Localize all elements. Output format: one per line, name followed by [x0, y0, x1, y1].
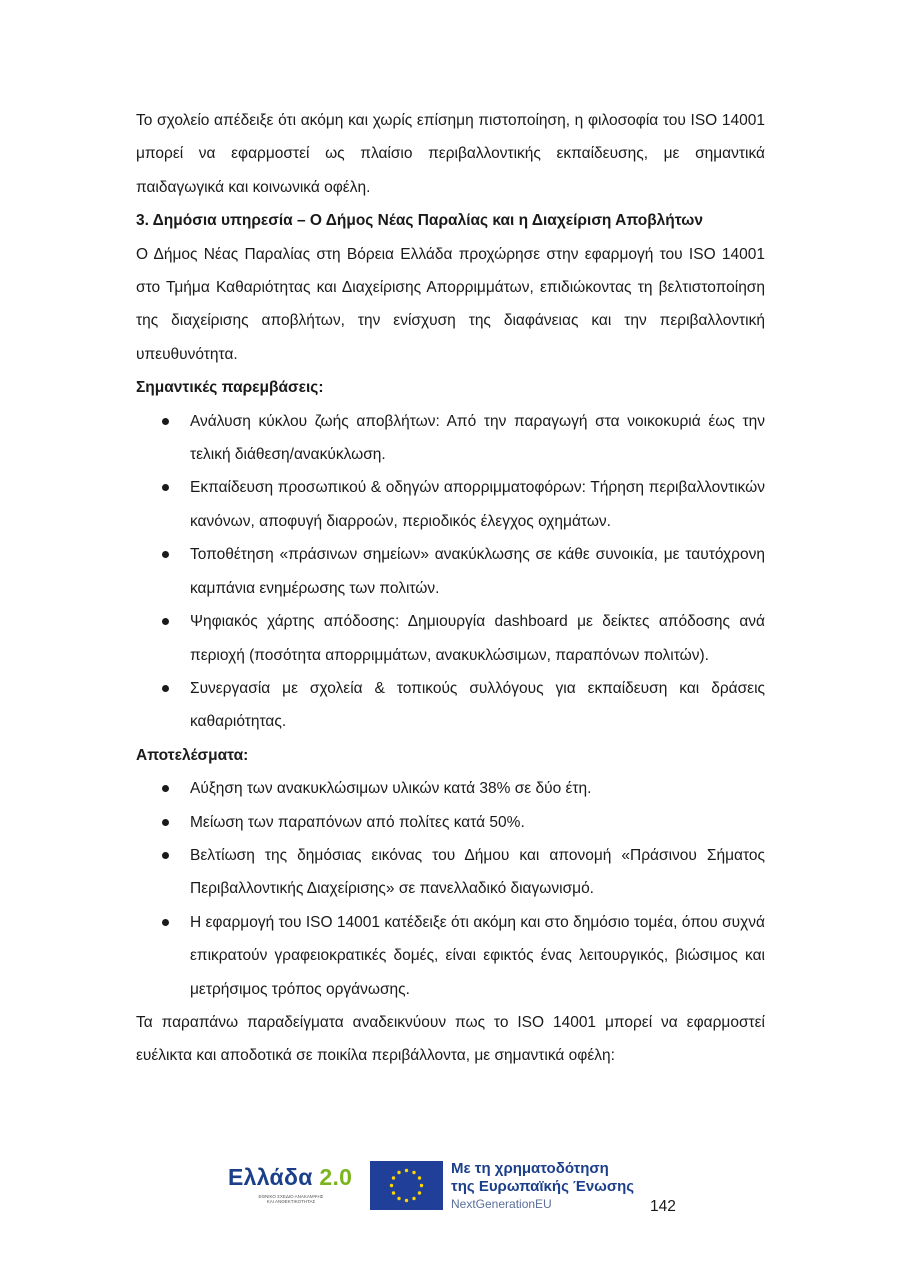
list-item [136, 839, 765, 906]
page-number: 142 [650, 1198, 676, 1215]
list-item-text: Εκπαίδευση προσωπικού & οδηγών απορριμματοφόρων: Τήρηση περιβαλλοντικών κανόνων, αποφυγή διαρροών, περιοδικός έλεγχος οχημάτων. [190, 479, 765, 530]
eu-star [405, 1199, 408, 1202]
eu-star [420, 1184, 423, 1187]
list-item-text: Συνεργασία με σχολεία & τοπικούς συλλόγους για εκπαίδευση και δράσεις καθαριότητας. [190, 679, 765, 731]
intro-paragraph: Το σχολείο απέδειξε ότι ακόμη και χωρίς επίσημη πιστοποίηση, η φιλοσοφία του ISO 14001 μπορεί να εφαρμοστεί ως πλαίσιο περιβαλλοντικής εκπαίδευσης, με σημαντικά παιδαγωγικά και κοινωνικά οφέλη. [136, 112, 765, 196]
list-item [136, 405, 765, 472]
eu-star [390, 1184, 393, 1187]
list-item [136, 538, 765, 605]
eu-star [405, 1169, 408, 1172]
list-item [136, 806, 765, 839]
list-item-text: Αύξηση των ανακυκλώσιμων υλικών κατά 38% σε δύο έτη. [190, 780, 592, 798]
list-item [136, 471, 765, 538]
closing-paragraph: Τα παραπάνω παραδείγματα αναδεικνύουν πως το ISO 14001 μπορεί να εφαρμοστεί ευέλικτα και αποδοτικά σε ποικίλα περιβάλλοντα, με σημαντικά οφέλη: [136, 1013, 765, 1065]
bullet-icon [162, 785, 169, 792]
document-page [136, 104, 765, 1073]
interventions-heading: Σημαντικές παρεμβάσεις: [136, 379, 324, 397]
eu-funding-line2: της Ευρωπαϊκής Ένωσης [451, 1178, 635, 1195]
next-generation-eu-label: NextGenerationEU [451, 1197, 552, 1211]
eu-star [418, 1191, 421, 1194]
eu-funding-text [451, 1160, 634, 1212]
bullet-icon [162, 852, 169, 859]
bullet-icon [162, 484, 169, 491]
bullet-icon [162, 685, 169, 692]
eu-stars-icon [370, 1161, 443, 1210]
bullet-icon [162, 919, 169, 926]
list-item-text: Μείωση των παραπόνων από πολίτες κατά 50%. [190, 813, 525, 831]
list-item-text: Η εφαρμογή του ISO 14001 κατέδειξε ότι ακόμη και στο δημόσιο τομέα, όπου συχνά επικρατούν γραφειοκρατικές δομές, είναι εφικτός ένας λειτουργικός, βιώσιμος και μετρήσιμος τρόπος οργάνωσης. [190, 913, 765, 998]
list-item [136, 906, 765, 1006]
list-item-text: Ανάλυση κύκλου ζωής αποβλήτων: Από την παραγωγή στα νοικοκυριά έως την τελική διάθεση/ανακύκλωση. [190, 412, 765, 464]
bullet-icon [162, 819, 169, 826]
list-item-text: Τοποθέτηση «πράσινων σημείων» ανακύκλωσης σε κάθε συνοικία, με ταυτόχρονη καμπάνια ενημέρωσης των πολιτών. [190, 546, 765, 597]
results-heading: Αποτελέσματα: [136, 746, 249, 764]
ellada-logo-number: 2.0 [319, 1164, 353, 1190]
section-heading: 3. Δημόσια υπηρεσία – Ο Δήμος Νέας Παραλίας και η Διαχείριση Αποβλήτων [136, 212, 703, 230]
results-list [136, 772, 765, 1006]
ellada-2-0-logo [228, 1164, 353, 1208]
ellada-logo-word: Ελλάδα [228, 1164, 313, 1190]
bullet-icon [162, 418, 169, 425]
eu-star [397, 1171, 400, 1174]
interventions-list [136, 405, 765, 739]
ellada-logo-subtitle: ΕΘΝΙΚΟ ΣΧΕΔΙΟ ΑΝΑΚΑΜΨΗΣ ΚΑΙ ΑΝΘΕΚΤΙΚΟΤΗΤΑΣ [258, 1194, 324, 1204]
list-item [136, 672, 765, 739]
list-item [136, 605, 765, 672]
list-item-text: Βελτίωση της δημόσιας εικόνας του Δήμου και απονομή «Πράσινου Σήματος Περιβαλλοντικής Διαχείρισης» σε πανελλαδικό διαγωνισμό. [190, 846, 765, 898]
eu-funding-line1: Με τη χρηματοδότηση [451, 1160, 609, 1177]
eu-flag-icon [370, 1161, 443, 1210]
funding-footer [228, 1158, 688, 1218]
eu-star [412, 1197, 415, 1200]
section-paragraph: Ο Δήμος Νέας Παραλίας στη Βόρεια Ελλάδα προχώρησε στην εφαρμογή του ISO 14001 στο Τμήμα Καθαριότητας και Διαχείρισης Απορριμμάτων, επιδιώκοντας τη βελτιστοποίηση της διαχείρισης αποβλήτων, την ενίσχυση της διαφάνειας και την περιβαλλοντική υπευθυνότητα. [136, 245, 765, 363]
eu-star [418, 1176, 421, 1179]
bullet-icon [162, 551, 169, 558]
eu-star [412, 1171, 415, 1174]
eu-star [392, 1191, 395, 1194]
bullet-icon [162, 618, 169, 625]
eu-star [392, 1176, 395, 1179]
eu-star [397, 1197, 400, 1200]
list-item [136, 772, 765, 805]
list-item-text: Ψηφιακός χάρτης απόδοσης: Δημιουργία dashboard με δείκτες απόδοσης ανά περιοχή (ποσότητα απορριμμάτων, ανακυκλώσιμων, παραπόνων πολιτών). [190, 613, 765, 664]
